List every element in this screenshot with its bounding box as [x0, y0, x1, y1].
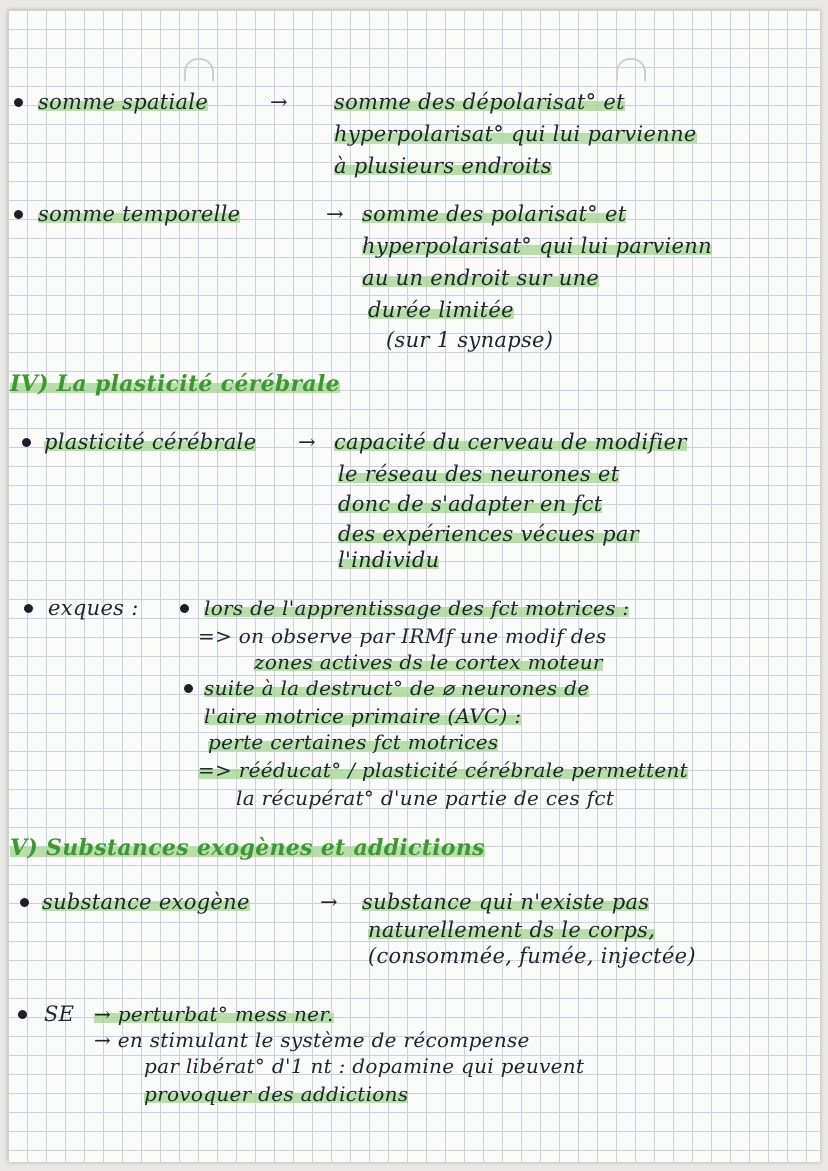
bullet-point	[180, 604, 189, 613]
definition-line: somme des polarisat° et	[362, 202, 627, 226]
definition-line: provoquer des addictions	[144, 1082, 409, 1106]
definition-line: à plusieurs endroits	[334, 154, 552, 178]
arrow-icon: →	[298, 430, 316, 454]
definition-line: substance qui n'existe pas	[362, 890, 650, 914]
bullet-point	[14, 98, 23, 107]
definition-line: donc de s'adapter en fct	[338, 492, 603, 516]
definition-line: → perturbat° mess ner.	[94, 1002, 334, 1026]
term-substance-exogene: substance exogène	[42, 890, 250, 914]
definition-line: hyperpolarisat° qui lui parvienne	[334, 122, 697, 146]
definition-line: (consommée, fumée, injectée)	[368, 944, 696, 968]
definition-line: des expériences vécues par	[338, 522, 640, 546]
example-line: l'aire motrice primaire (AVC) :	[204, 704, 522, 728]
bullet-point	[18, 1010, 27, 1019]
term-somme-spatiale: somme spatiale	[38, 90, 209, 114]
example-line: => rééducat° / plasticité cérébrale permettent	[198, 758, 688, 782]
arrow-icon: →	[320, 890, 338, 914]
term-plasticite-cerebrale: plasticité cérébrale	[44, 430, 257, 454]
arrow-icon: →	[270, 90, 288, 114]
definition-line: somme des dépolarisat° et	[334, 90, 625, 114]
definition-line: par libérat° d'1 nt : dopamine qui peuvent	[144, 1054, 585, 1078]
notebook-page	[8, 10, 820, 1162]
definition-line: l'individu	[338, 548, 440, 572]
arrow-icon: →	[326, 202, 344, 226]
definition-line: durée limitée	[368, 298, 514, 322]
definition-line: au un endroit sur une	[362, 266, 600, 290]
section-heading-v: V) Substances exogènes et addictions	[10, 835, 485, 861]
bullet-point	[184, 684, 193, 693]
bullet-point	[24, 604, 33, 613]
example-line: zones actives ds le cortex moteur	[254, 650, 603, 674]
term-somme-temporelle: somme temporelle	[38, 202, 241, 226]
section-heading-iv: IV) La plasticité cérébrale	[10, 371, 340, 397]
bullet-point	[14, 210, 23, 219]
definition-line: → en stimulant le système de récompense	[94, 1028, 530, 1052]
example-line: lors de l'apprentissage des fct motrices :	[204, 596, 630, 620]
definition-line: hyperpolarisat° qui lui parvienn	[362, 234, 712, 258]
example-line: => on observe par IRMf une modif des	[198, 624, 607, 648]
bullet-point	[20, 898, 29, 907]
term-se: SE	[44, 1002, 75, 1026]
example-line: la récupérat° d'une partie de ces fct	[236, 786, 615, 810]
examples-label: exques :	[48, 596, 139, 620]
binder-hole	[616, 58, 646, 82]
example-line: suite à la destruct° de ⌀ neurones de	[204, 676, 590, 700]
definition-line: naturellement ds le corps,	[368, 918, 656, 942]
definition-line: capacité du cerveau de modifier	[334, 430, 687, 454]
definition-line: le réseau des neurones et	[338, 462, 620, 486]
example-line: perte certaines fct motrices	[208, 730, 499, 754]
definition-note: (sur 1 synapse)	[386, 328, 554, 352]
bullet-point	[22, 438, 31, 447]
binder-hole	[184, 58, 214, 82]
